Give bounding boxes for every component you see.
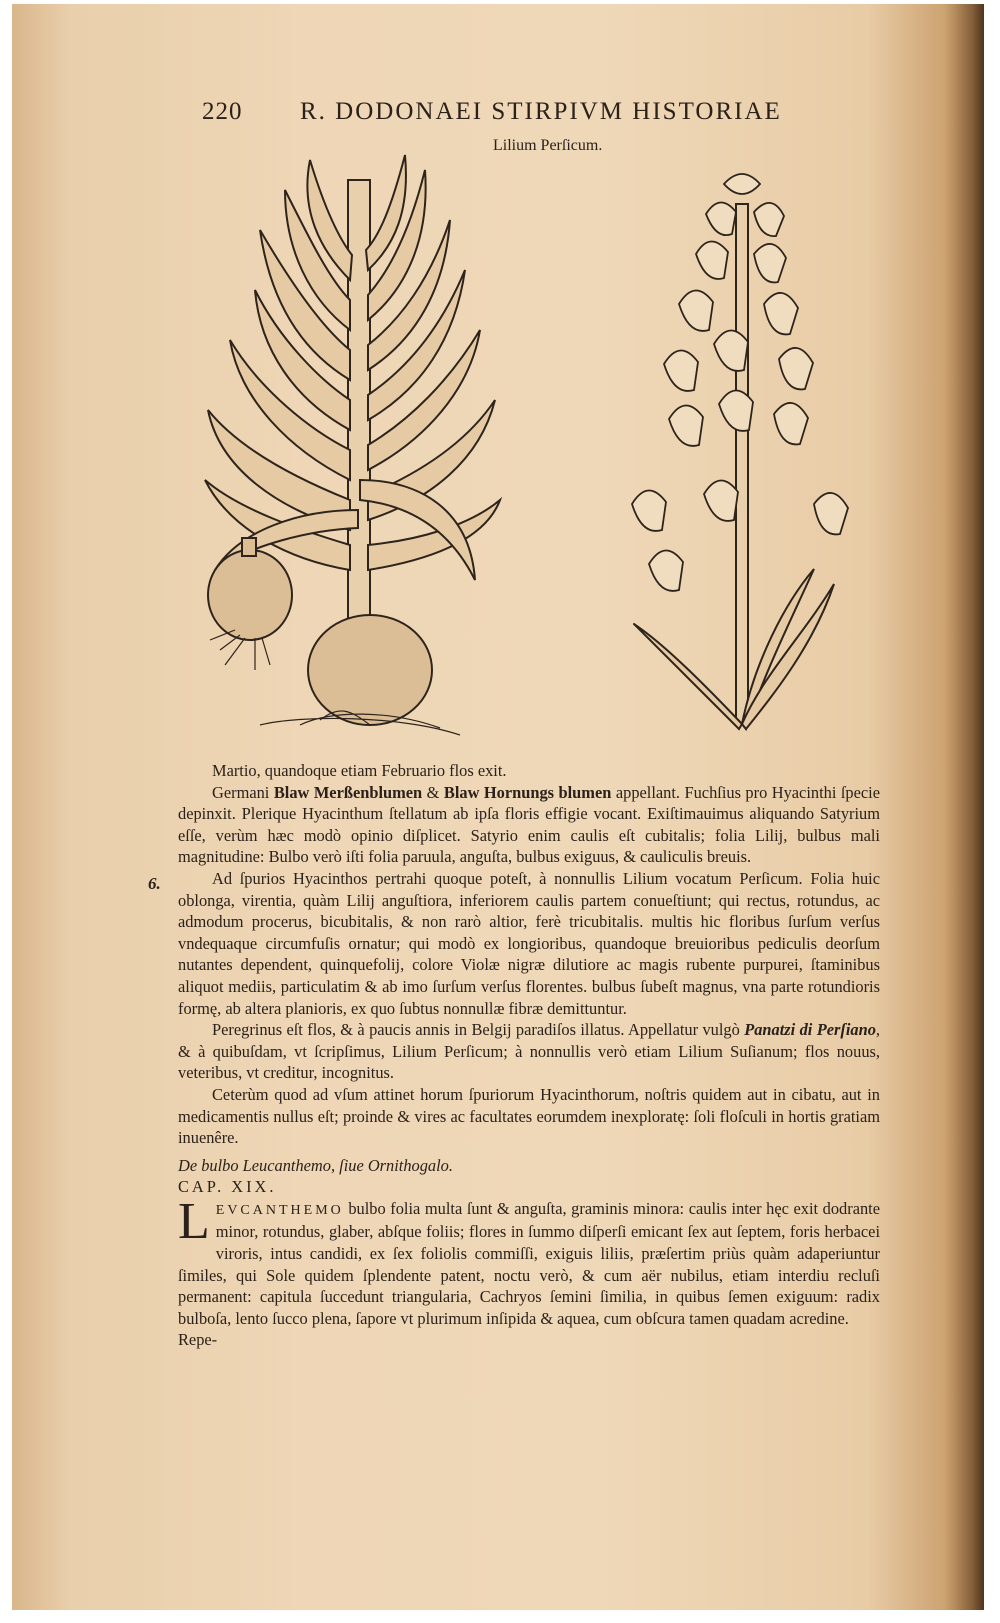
catchword: Repe- [178,1330,218,1350]
margin-note: 6. [148,874,161,893]
book-page [12,4,984,1610]
flowering-spike-woodcut [624,164,864,739]
page-edge-shadow [944,4,984,1610]
drop-cap: L [178,1192,210,1250]
german-name-1: Blaw Merßenblumen [273,782,423,802]
lilium-persicum-leafy-woodcut [200,150,510,738]
italian-name: Panatzi di Perſiano [744,1020,876,1040]
paragraph-names: Peregrinus eſt flos, & à paucis annis in Belgij paradiſos illatus. Appellatur vulgò Panatzi di Perſiano, & à quibuſdam, vt ſcripſimus, Lilium Perſicum; à nonnullis verò etiam Lilium Suſianum; flos nouus, veteribus, vt creditur, incognitus. [178,1020,880,1083]
page-number: 220 [202,98,243,125]
paragraph-description: Ad ſpurios Hyacinthos pertrahi quoque poteſt, à nonnullis Lilium vocatum Perſicum. Folia huic oblonga, virentia, quàm Lilij anguſtiora, inferiorem caulis partem conueſtiunt; qui rectus, rotundus, ac admodum procerus, bicubitalis, & non rarò altior, ferè tricubitalis. multis hic floribus ſurſum verſus vndequaque circumfuſis ornatur; qui modò ex longioribus, quandoque breuioribus pediculis deorſum nutantes dependent, quinquefolij, colore Violæ nigræ dilutiore ac magis rubente purpurei, ſtaminibus aliquot mediis, particulatim & ab imo ſurſum verſus florentes. bulbus ſubeſt magnus, vna parte rotundioris formę, ab altera planioris, ex quo ſubtus nonnullæ fibræ demittuntur. [178,868,880,1018]
chapter-title: De bulbo Leucanthemo, ſiue Ornithogalo. [178,1155,453,1175]
chapter-number: CAP. XIX. [178,1177,277,1197]
body-text [178,760,880,1351]
paragraph-german-names: Germani Blaw Merßenblumen & Blaw Hornungs blumen appellant. Fuchſius pro Hyacinthi ſpecie depinxit. Plerique Hyacinthum ſtellatum ab ipſa floris effigie vocant. Exiſtimauimus aliquando Satyrium eſſe, verùm hæc modò opinio diſplicet. Satyrio enim caulis eſt cubitalis; folia Lilij, bulbus mali magnitudine: Bulbo verò iſti folia paruula, anguſta, bulbus exiguus, & cauliculis breuis. [178,782,880,867]
paragraph-flowering-time: Martio, quandoque etiam Februario flos exit. [212,761,507,780]
page-header [202,98,822,134]
running-title: R. DODONAEI STIRPIVM HISTORIAE [300,98,782,125]
paragraph-use: Ceterùm quod ad vſum attinet horum ſpuriorum Hyacinthorum, noſtris quidem aut in cibatu, aut in medicamentis nullus eſt; proinde & vires ac facultates eorumdem inexploratę: ſoli floſculi in hortis gratiam inuenêre. [178,1084,880,1148]
chapter-paragraph: LEVCANTHEMO bulbo folia multa ſunt & anguſta, graminis minora: caulis inter hęc exit dodrante minor, rotundus, glaber, abſque foliis; flores in ſummo diſperſi emicant ſex aut ſeptem, foris herbacei viroris, intus candidi, ex ſex foliolis commiſſi, exiguis liliis, præſertim priùs quàm adaperiuntur ſimiles, qui Sole quidem ſplendente patent, noctu verò, & cum aër nubilus, etiam interdiu recluſi permanent: capitula ſuccedunt triangularia, Cachryos ſemini ſimilia, in quibus ſemen exiguum: radix bulboſa, lento ſucco plena, ſapore vt plurimum inſipida & aquea, cum obſcura tamen quadam acredine. [178,1192,880,1328]
german-name-2: Blaw Hornungs blumen [443,782,612,802]
figure-caption: Lilium Perſicum. [493,137,603,154]
lead-word: EVCANTHEMO [215,1202,344,1218]
